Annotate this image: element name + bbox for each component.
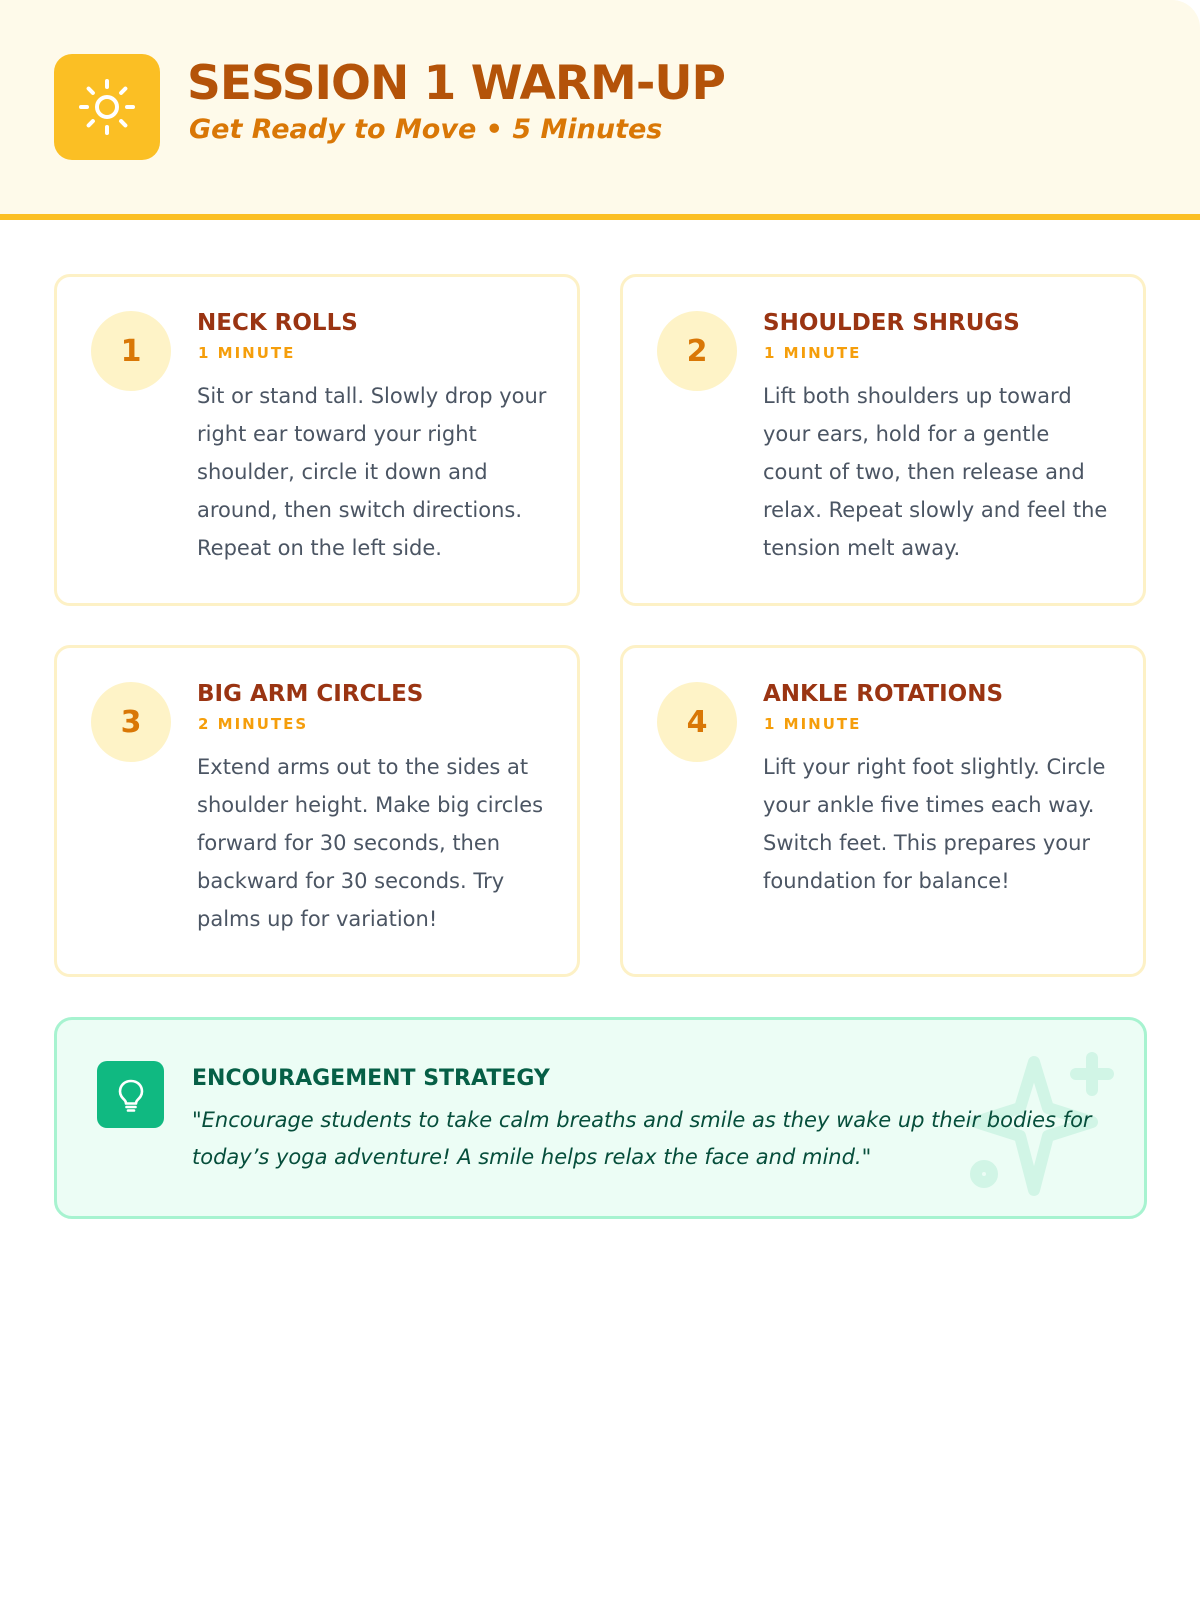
exercise-card-ankle-rotations	[620, 645, 1146, 977]
exercise-description: Lift your right foot slightly. Circle your ankle five times each way. Switch feet. This prepares your foundation for balance!	[763, 755, 1106, 893]
exercise-title: SHOULDER SHRUGS	[763, 310, 1020, 336]
step-number-badge: 2	[657, 311, 737, 391]
exercise-duration: 1 MINUTE	[198, 344, 296, 362]
exercise-duration: 1 MINUTE	[764, 344, 862, 362]
exercise-title: BIG ARM CIRCLES	[197, 681, 424, 707]
step-number-badge: 1	[91, 311, 171, 391]
exercise-card-shoulder-shrugs	[620, 274, 1146, 606]
sun-icon	[54, 54, 160, 160]
page-header	[0, 0, 1200, 220]
exercise-description: Sit or stand tall. Slowly drop your right ear toward your right shoulder, circle it down and around, then switch directions. Repeat on the left side.	[197, 384, 547, 560]
tip-quote: "Encourage students to take calm breaths and smile as they wake up their bodies for today’s yoga adventure! A smile helps relax the face and mind."	[192, 1108, 1092, 1169]
step-number-badge: 3	[91, 682, 171, 762]
page-subtitle: Get Ready to Move • 5 Minutes	[189, 114, 663, 145]
encouragement-tip-box	[54, 1017, 1147, 1219]
tip-title: ENCOURAGEMENT STRATEGY	[192, 1066, 550, 1091]
exercise-card-neck-rolls	[54, 274, 580, 606]
exercise-title: NECK ROLLS	[197, 310, 358, 336]
exercise-description: Lift both shoulders up toward your ears, hold for a gentle count of two, then release and relax. Repeat slowly and feel the tension melt away.	[763, 384, 1108, 560]
exercise-description: Extend arms out to the sides at shoulder height. Make big circles forward for 30 seconds, then backward for 30 seconds. Try palms up for variation!	[197, 755, 544, 931]
exercise-duration: 1 MINUTE	[764, 715, 862, 733]
page-title: SESSION 1 WARM-UP	[187, 56, 725, 111]
step-number-badge: 4	[657, 682, 737, 762]
exercise-duration: 2 MINUTES	[198, 715, 309, 733]
lightbulb-icon	[97, 1061, 164, 1128]
exercise-title: ANKLE ROTATIONS	[763, 681, 1004, 707]
exercise-card-big-arm-circles	[54, 645, 580, 977]
